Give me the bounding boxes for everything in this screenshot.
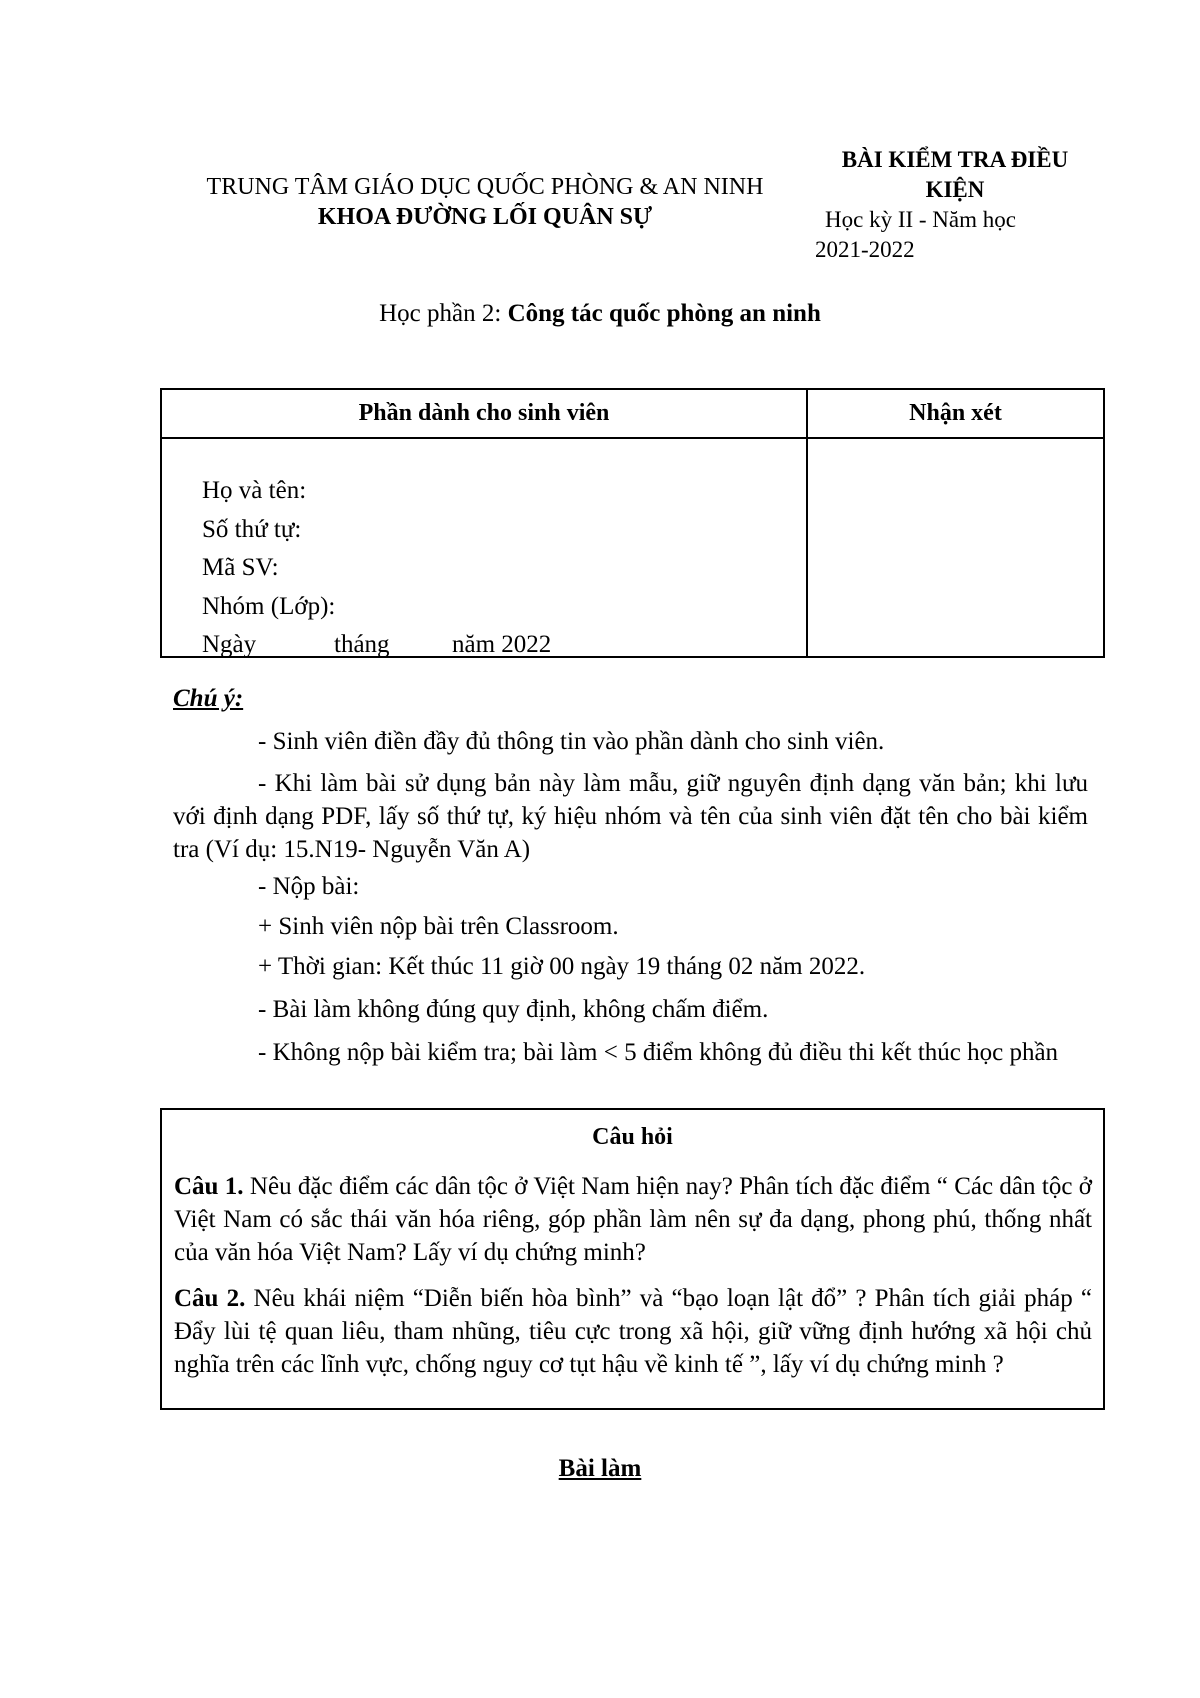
table-column-divider [806, 390, 808, 656]
date-year-label: năm 2022 [452, 631, 552, 658]
notes-title: Chú ý: [173, 685, 244, 712]
exam-title: BÀI KIỂM TRA ĐIỀU KIỆN [841, 147, 1069, 202]
group-field-label: Nhóm (Lớp): [202, 592, 336, 620]
note-item: - Không nộp bài kiểm tra; bài làm < 5 điểm không đủ điều thi kết thúc học phần [258, 1039, 1059, 1066]
course-prefix: Học phần 2: [379, 300, 508, 327]
questions-box [160, 1108, 1105, 1410]
student-fields [202, 472, 551, 665]
faculty-name: KHOA ĐƯỜNG LỐI QUÂN SỰ [317, 204, 653, 230]
school-year: 2021-2022 [815, 237, 915, 262]
note-item: - Sinh viên điền đầy đủ thông tin vào phần dành cho sinh viên. [258, 728, 885, 755]
note-item: + Sinh viên nộp bài trên Classroom. [258, 913, 619, 940]
comment-section-header: Nhận xét [909, 400, 1002, 426]
question-1-label: Câu 1. [174, 1173, 244, 1200]
question-2 [174, 1282, 1092, 1381]
question-1 [174, 1170, 1092, 1269]
note-item: - Bài làm không đúng quy định, không chấm điểm. [258, 996, 769, 1023]
course-name: Công tác quốc phòng an ninh [507, 300, 821, 327]
note-item: - Khi làm bài sử dụng bản này làm mẫu, giữ nguyên định dạng văn bản; khi lưu với định dạng PDF, lấy số thứ tự, ký hiệu nhóm và tên của sinh viên đặt tên cho bài kiểm tra (Ví dụ: 15.N19- Nguyễn Văn A) [173, 770, 1088, 863]
name-field-label: Họ và tên: [202, 477, 307, 504]
answer-heading: Bài làm [558, 1455, 642, 1482]
questions-title: Câu hỏi [592, 1124, 673, 1150]
date-day-label: Ngày [202, 631, 257, 658]
student-section-header: Phần dành cho sinh viên [358, 400, 610, 426]
question-2-text: Nêu khái niệm “Diễn biến hòa bình” và “bạo loạn lật đổ” ? Phân tích giải pháp “ Đẩy lùi tệ quan liêu, tham nhũng, tiêu cực trong xã hội, giữ vững định hướng xã hội chủ nghĩa trên các lĩnh vực, chống nguy cơ tụt hậu về kinh tế ”, lấy ví dụ chứng minh ? [174, 1285, 1092, 1378]
date-month-label: tháng [334, 631, 390, 658]
date-field-label [202, 626, 551, 665]
student-id-field-label: Mã SV: [202, 554, 279, 581]
center-name: TRUNG TÂM GIÁO DỤC QUỐC PHÒNG & AN NINH [206, 174, 764, 200]
table-header-divider [162, 437, 1103, 439]
course-title [0, 300, 1200, 328]
order-field-label: Số thứ tự: [202, 515, 302, 543]
header-right [815, 145, 1095, 265]
question-1-text: Nêu đặc điểm các dân tộc ở Việt Nam hiện nay? Phân tích đặc điểm “ Các dân tộc ở Việt Nam có sắc thái văn hóa riêng, góp phần làm nên sự đa dạng, phong phú, thống nhất của văn hóa Việt Nam? Lấy ví dụ chứng minh? [174, 1173, 1092, 1266]
header-left [170, 172, 800, 232]
student-info-table [160, 388, 1105, 658]
question-2-label: Câu 2. [174, 1285, 246, 1312]
note-item: + Thời gian: Kết thúc 11 giờ 00 ngày 19 tháng 02 năm 2022. [258, 953, 866, 980]
semester: Học kỳ II - Năm học [825, 207, 1016, 232]
note-item: - Nộp bài: [258, 873, 360, 900]
